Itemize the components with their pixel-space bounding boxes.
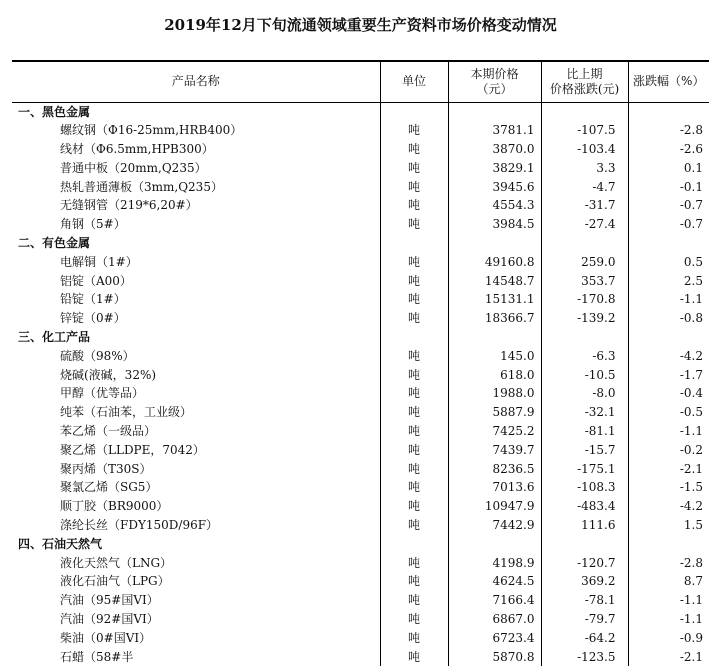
cell-change: -6.3 (541, 346, 628, 365)
cell-percent: -2.8 (679, 123, 703, 138)
cell-unit: 吨 (380, 440, 448, 459)
cell-product-name: 柴油（0#国VI） (12, 628, 380, 647)
table-row (12, 572, 709, 591)
cell-product-name: 顺丁胶（BR9000） (12, 497, 380, 516)
cell-percent: 8.7 (683, 574, 703, 589)
header-change-line1: 比上期 (566, 66, 603, 81)
cell-unit: 吨 (380, 497, 448, 516)
header-percent: 涨跌幅（%） (628, 61, 709, 102)
cell-unit: 吨 (380, 121, 448, 140)
cell-change: -139.2 (541, 309, 628, 328)
cell-product-name: 线材（Φ6.5mm,HPB300） (12, 140, 380, 159)
cell-percent (628, 102, 709, 121)
cell-change: -107.5 (541, 121, 628, 140)
cell-price: 145.0 (448, 346, 541, 365)
cell-percent: -2.1 (679, 461, 703, 476)
cell-price (448, 534, 541, 553)
table-row (12, 384, 709, 403)
cell-change: -108.3 (541, 478, 628, 497)
cell-percent (628, 534, 709, 553)
cell-change (541, 234, 628, 253)
cell-unit: 吨 (380, 271, 448, 290)
cell-percent: -0.5 (679, 405, 703, 420)
cell-unit: 吨 (380, 177, 448, 196)
cell-product-name: 铝锭（A00） (12, 271, 380, 290)
cell-percent: -1.1 (679, 611, 703, 626)
cell-price: 5887.9 (448, 403, 541, 422)
cell-price: 1988.0 (448, 384, 541, 403)
cell-percent: -0.1 (679, 179, 703, 194)
cell-product-name: 普通中板（20mm,Q235） (12, 158, 380, 177)
cell-unit (380, 234, 448, 253)
cell-unit: 吨 (380, 628, 448, 647)
table-header-row (12, 61, 709, 102)
cell-price: 4198.9 (448, 553, 541, 572)
header-price-line1: 本期价格 (470, 66, 519, 81)
cell-unit: 吨 (380, 290, 448, 309)
cell-change: -81.1 (541, 422, 628, 441)
table-row (12, 252, 709, 271)
cell-percent (628, 234, 709, 253)
header-price (448, 61, 541, 102)
table-row (12, 121, 709, 140)
cell-unit: 吨 (380, 422, 448, 441)
cell-change (541, 328, 628, 347)
cell-change: 369.2 (541, 572, 628, 591)
cell-product-name: 角钢（5#） (12, 215, 380, 234)
cell-percent: -1.1 (679, 423, 703, 438)
cell-change: -8.0 (541, 384, 628, 403)
cell-unit: 吨 (380, 403, 448, 422)
table-row (12, 196, 709, 215)
cell-price (448, 234, 541, 253)
category-row (12, 102, 709, 121)
cell-percent: -4.2 (679, 499, 703, 514)
category-row (12, 234, 709, 253)
cell-price: 10947.9 (448, 497, 541, 516)
cell-product-name: 涤纶长丝（FDY150D/96F） (12, 516, 380, 535)
table-row (12, 140, 709, 159)
table-row (12, 403, 709, 422)
cell-price: 8236.5 (448, 459, 541, 478)
cell-percent: -1.1 (679, 593, 703, 608)
cell-change: -123.5 (541, 647, 628, 666)
cell-price: 7166.4 (448, 591, 541, 610)
header-product-name: 产品名称 (12, 61, 380, 102)
cell-price: 3870.0 (448, 140, 541, 159)
cell-percent: -0.8 (679, 311, 703, 326)
cell-change: 353.7 (541, 271, 628, 290)
cell-change: -120.7 (541, 553, 628, 572)
cell-change: -483.4 (541, 497, 628, 516)
cell-unit: 吨 (380, 158, 448, 177)
category-row (12, 534, 709, 553)
cell-product-name: 铅锭（1#） (12, 290, 380, 309)
cell-unit: 吨 (380, 384, 448, 403)
cell-unit: 吨 (380, 572, 448, 591)
cell-unit: 吨 (380, 516, 448, 535)
cell-product-name: 甲醇（优等品） (12, 384, 380, 403)
cell-percent: -2.8 (679, 555, 703, 570)
table-row (12, 459, 709, 478)
cell-change: 3.3 (541, 158, 628, 177)
table-row (12, 497, 709, 516)
cell-product-name: 液化天然气（LNG） (12, 553, 380, 572)
table-row (12, 365, 709, 384)
cell-change: 111.6 (541, 516, 628, 535)
cell-unit: 吨 (380, 196, 448, 215)
table-body (12, 102, 709, 666)
header-price-line2: （元） (476, 81, 513, 96)
cell-product-name: 螺纹钢（Φ16-25mm,HRB400） (12, 121, 380, 140)
header-unit: 单位 (380, 61, 448, 102)
cell-price: 14548.7 (448, 271, 541, 290)
cell-change: -4.7 (541, 177, 628, 196)
cell-unit: 吨 (380, 647, 448, 666)
cell-product-name: 苯乙烯（一级品） (12, 422, 380, 441)
cell-product-name: 烧碱(液碱，32%) (12, 365, 380, 384)
cell-price: 3984.5 (448, 215, 541, 234)
cell-percent: 0.1 (683, 160, 703, 175)
table-row (12, 591, 709, 610)
cell-percent: 1.5 (683, 517, 703, 532)
cell-change: 259.0 (541, 252, 628, 271)
page-title: 2019年12月下旬流通领域重要生产资料市场价格变动情况 (164, 16, 557, 34)
cell-product-name: 汽油（92#国VI） (12, 610, 380, 629)
cell-change: -15.7 (541, 440, 628, 459)
cell-change: -10.5 (541, 365, 628, 384)
cell-unit: 吨 (380, 459, 448, 478)
cell-unit (380, 328, 448, 347)
cell-unit: 吨 (380, 346, 448, 365)
cell-unit: 吨 (380, 591, 448, 610)
cell-change: -103.4 (541, 140, 628, 159)
cell-price: 618.0 (448, 365, 541, 384)
cell-percent: -0.9 (679, 630, 703, 645)
cell-price: 7439.7 (448, 440, 541, 459)
cell-change: -32.1 (541, 403, 628, 422)
price-table (12, 60, 709, 666)
cell-price: 4624.5 (448, 572, 541, 591)
cell-change: -78.1 (541, 591, 628, 610)
cell-unit (380, 534, 448, 553)
cell-product-name: 无缝钢管（219*6,20#） (12, 196, 380, 215)
cell-percent: -0.4 (679, 386, 703, 401)
cell-product-name: 四、石油天然气 (12, 534, 380, 553)
cell-percent: 2.5 (683, 273, 703, 288)
cell-percent: -0.7 (679, 217, 703, 232)
cell-unit: 吨 (380, 365, 448, 384)
cell-change: -31.7 (541, 196, 628, 215)
cell-percent: -2.6 (679, 141, 703, 156)
cell-percent (628, 328, 709, 347)
cell-price: 49160.8 (448, 252, 541, 271)
cell-product-name: 液化石油气（LPG） (12, 572, 380, 591)
cell-change (541, 102, 628, 121)
cell-percent: -2.1 (679, 649, 703, 664)
cell-price (448, 328, 541, 347)
cell-change: -64.2 (541, 628, 628, 647)
cell-price: 7425.2 (448, 422, 541, 441)
cell-unit: 吨 (380, 252, 448, 271)
cell-percent: -0.7 (679, 198, 703, 213)
cell-percent: -1.1 (679, 292, 703, 307)
header-change (541, 61, 628, 102)
cell-product-name: 聚乙烯（LLDPE，7042） (12, 440, 380, 459)
cell-percent: -1.5 (679, 480, 703, 495)
table-row (12, 290, 709, 309)
cell-product-name: 三、化工产品 (12, 328, 380, 347)
cell-price: 18366.7 (448, 309, 541, 328)
cell-price: 6723.4 (448, 628, 541, 647)
cell-percent: -4.2 (679, 348, 703, 363)
cell-price: 7013.6 (448, 478, 541, 497)
cell-percent: 0.5 (683, 254, 703, 269)
cell-price: 3945.6 (448, 177, 541, 196)
cell-change (541, 534, 628, 553)
cell-unit (380, 102, 448, 121)
category-row (12, 328, 709, 347)
table-row (12, 647, 709, 666)
table-row (12, 610, 709, 629)
cell-unit: 吨 (380, 215, 448, 234)
cell-product-name: 一、黑色金属 (12, 102, 380, 121)
cell-unit: 吨 (380, 610, 448, 629)
cell-product-name: 汽油（95#国VI） (12, 591, 380, 610)
cell-change: -175.1 (541, 459, 628, 478)
cell-product-name: 聚氯乙烯（SG5） (12, 478, 380, 497)
cell-product-name: 二、有色金属 (12, 234, 380, 253)
header-change-line2: 价格涨跌(元) (549, 81, 620, 96)
cell-product-name: 锌锭（0#） (12, 309, 380, 328)
cell-price: 15131.1 (448, 290, 541, 309)
table-row (12, 516, 709, 535)
cell-price: 5870.8 (448, 647, 541, 666)
cell-change: -79.7 (541, 610, 628, 629)
cell-product-name: 纯苯（石油苯，工业级） (12, 403, 380, 422)
table-row (12, 309, 709, 328)
table-row (12, 628, 709, 647)
cell-price: 3829.1 (448, 158, 541, 177)
table-row (12, 553, 709, 572)
cell-product-name: 热轧普通薄板（3mm,Q235） (12, 177, 380, 196)
table-row (12, 215, 709, 234)
cell-product-name: 石蜡（58#半 (12, 647, 380, 666)
cell-percent: -0.2 (679, 442, 703, 457)
table-row (12, 346, 709, 365)
cell-price: 3781.1 (448, 121, 541, 140)
cell-product-name: 聚丙烯（T30S） (12, 459, 380, 478)
cell-product-name: 电解铜（1#） (12, 252, 380, 271)
table-row (12, 478, 709, 497)
table-row (12, 440, 709, 459)
cell-price: 7442.9 (448, 516, 541, 535)
cell-price (448, 102, 541, 121)
cell-change: -27.4 (541, 215, 628, 234)
cell-unit: 吨 (380, 478, 448, 497)
cell-unit: 吨 (380, 553, 448, 572)
cell-change: -170.8 (541, 290, 628, 309)
cell-product-name: 硫酸（98%） (12, 346, 380, 365)
table-row (12, 271, 709, 290)
table-row (12, 158, 709, 177)
table-row (12, 422, 709, 441)
cell-price: 6867.0 (448, 610, 541, 629)
table-row (12, 177, 709, 196)
cell-unit: 吨 (380, 309, 448, 328)
cell-price: 4554.3 (448, 196, 541, 215)
cell-percent: -1.7 (679, 367, 703, 382)
cell-unit: 吨 (380, 140, 448, 159)
